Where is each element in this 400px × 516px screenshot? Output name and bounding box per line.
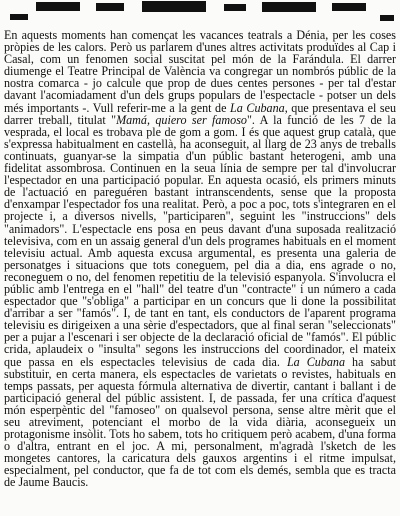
company-name-italic: La Cubana bbox=[230, 100, 285, 115]
cut-off-heading-fragment bbox=[96, 3, 124, 11]
article-text-run: , que presentava el seu darrer treball, titulat " bbox=[4, 100, 396, 127]
article-text-run: ha sabut substituir, en certa manera, els espectacles de varietats o revistes, habituals en temps passats, per aquesta fórmula alternativa de divertir, cantant i ballant i de participació general del públic assistent. I, de passada, fer una crítica d'aquest món esperpèntic del "famoseo" on qualsevol persona, sense altre mèrit que el seu atreviment, potenciant el morbo de la vida diària, aconsegueix un protagonisme insòlit. Tots ho sabem, tots ho critiquem però acabem, d'una forma o d'altra, entrant en el joc. A mi, personalment, m'agradà l'sketch de les mongetes cantores, la caricatura dels gauxos argentins i el ritme impulsat, especialment, pel conductor, que fa de tot com els demés, sembla que es tracta de Jaume Baucis. bbox=[4, 354, 396, 490]
cut-off-heading-fragment bbox=[380, 15, 394, 21]
cut-off-header-strip bbox=[0, 0, 400, 24]
cut-off-heading-fragment bbox=[262, 2, 316, 12]
article-text-run: En aquests moments han començat les vacances teatrals a Dénia, per les coses pròpies de les calors. Però us parlarem d'unes altres activitats produïdes al Cap i Casal, com un fenomen social suscitat pel món de la Farándula. El darrer diumenge el Teatre Principal de València va congregar un nombrós públic de la nostra comarca - jo calcule que prop de dues centes persones - per tal d'estar davant l'acomiadament d'un dels grups populars de l'espectacle - potser un dels més importants -. Vull referir-me a la gent de bbox=[4, 28, 396, 115]
cut-off-heading-fragment bbox=[36, 2, 80, 11]
company-name-italic: La Cubana bbox=[286, 354, 346, 369]
cut-off-heading-fragment bbox=[332, 3, 366, 11]
article-text-run: ". A la funció de les 7 de la vesprada, el local es trobava ple de gom a gom. I és que aquest grup català, que s'expressa habitualment en castellà, ha aconseguit, al llarg de 23 anys de treballs continuats, guanyar-se la simpatia d'un públic bastant heterogeni, amb una fidelitat assombrosa. Continuen en la seua línia de sempre per tal d'involucrar l'espectador en una participació popular. En aquesta ocasió, els primers minuts de l'actuació en pareguéren bastant intranscendents, sense que la proposta d'enxampar l'espectador fos una realitat. Però, a poc a poc, tots s'integraren en el projecte i, a diversos nivells, "participaren", seguint les "instruccions" dels "animadors". L'espectacle ens posa en peus davant d'una suposada realització televisiva, com en un assaig general d'un dels programes habituals en el moment televisiu actual. Amb aquesta excusa argumental, es presenta una galeria de personatges i situacions que tots coneguem, pel dia a dia, ens agrade o no, reconeguem o no, del fenomen repetitiu de la televisió espanyola. S'involucra el públic amb l'entrega en el "hall" del teatre d'un "contracte" i un número a cada espectador que "s'obliga" a participar en un concurs que li done la possibilitat d'arribar a ser "famós". I, de tant en tant, els conductors de l'aparent programa televisiu es dirigeixen a una sèrie d'espectadors, que al final seran "seleccionats" per a pujar a l'escenari i ser objecte de la declaració oficial de "famós". El públic crida, aplaudeix o "insulta" segons les instruccions del coordinador, el mateix que passa en els espectacles televisius de cada dia. bbox=[4, 112, 396, 369]
cut-off-heading-fragment bbox=[224, 4, 246, 11]
article-body bbox=[4, 29, 396, 489]
cut-off-heading-fragment bbox=[10, 14, 28, 20]
cut-off-heading-fragment bbox=[142, 1, 206, 12]
article-paragraph bbox=[4, 29, 396, 489]
show-title-italic: Mamá, quiero ser famoso bbox=[116, 112, 247, 127]
